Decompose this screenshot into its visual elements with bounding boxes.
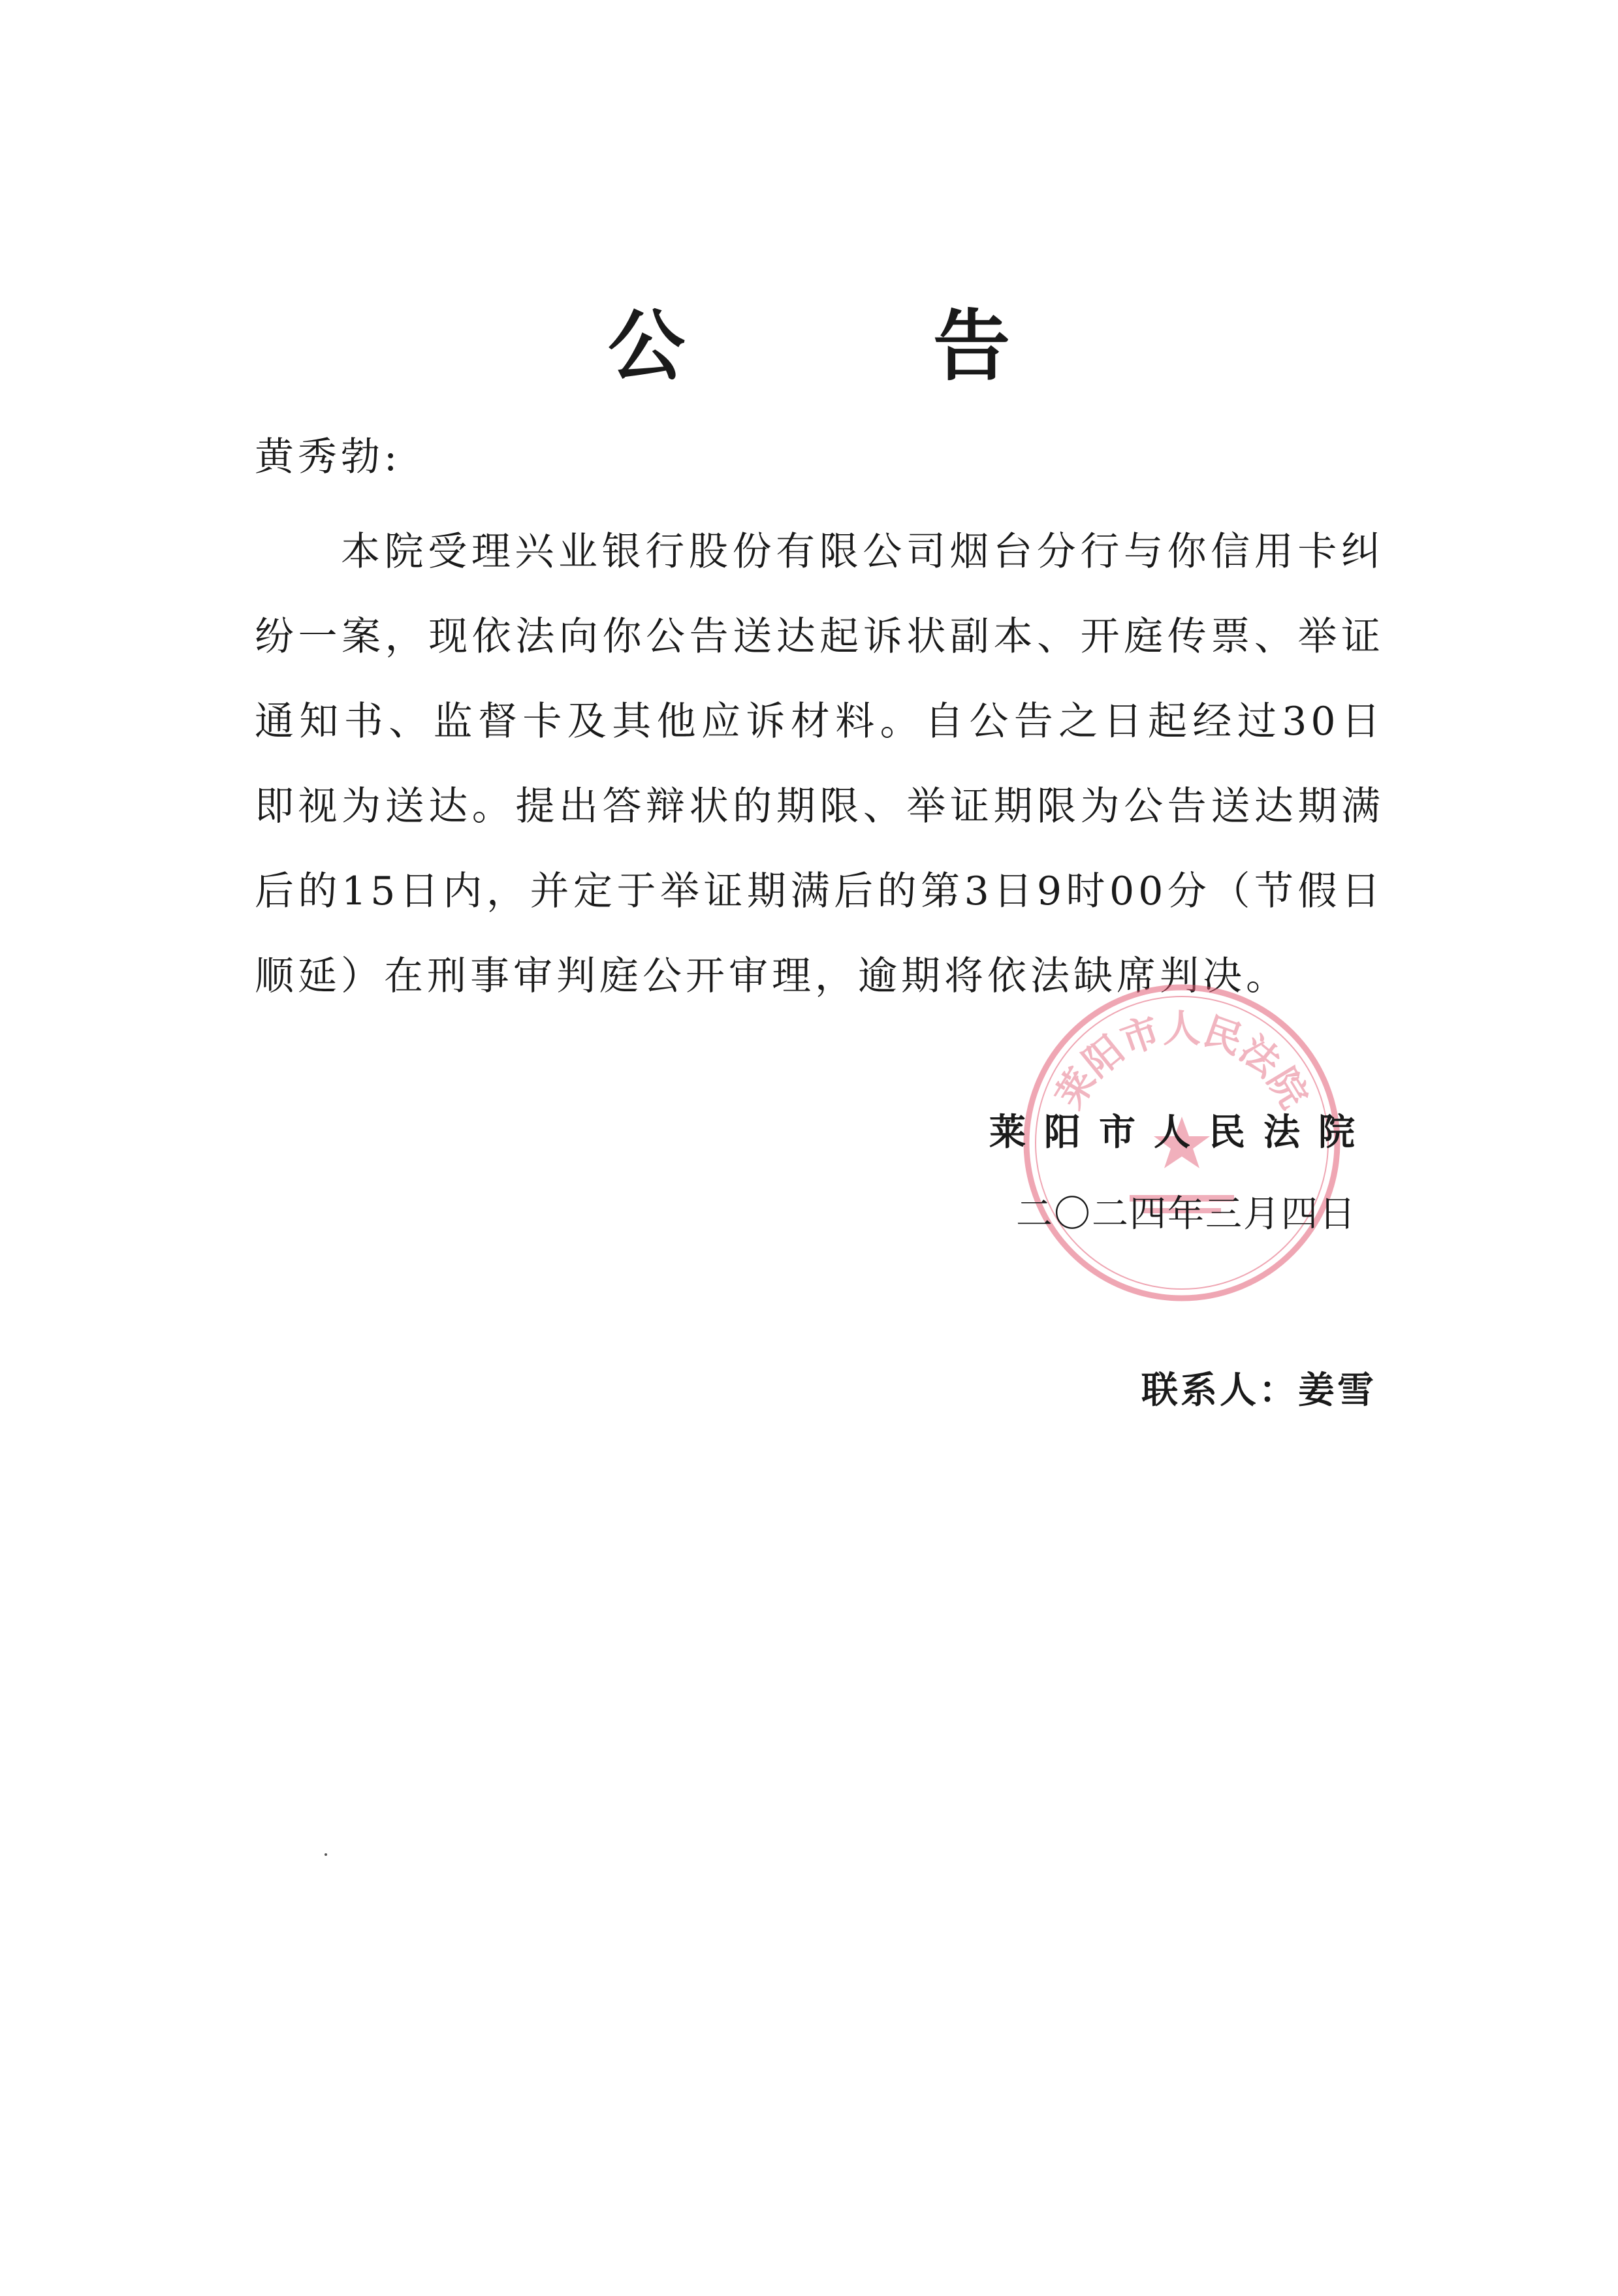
- title-char-right: 告: [933, 301, 1011, 391]
- notice-body: 本院受理兴业银行股份有限公司烟台分行与你信用卡纠纷一案，现依法向你公告送达起诉状副本、开庭传票、举证通知书、监督卡及其他应诉材料。自公告之日起经过30日即视为送达。提出答辩状的期限、举证期限为公告送达期满后的15日内，并定于举证期满后的第3日9时00分（节假日顺延）在刑事审判庭公开审理，逾期将依法缺席判决。: [255, 529, 1384, 999]
- addressee: 黄秀勃:: [255, 434, 402, 480]
- seal-text: 莱阳市人民法院: [1047, 1006, 1317, 1116]
- court-name: 莱阳市人民法院: [989, 1111, 1373, 1154]
- title-char-left: 公: [607, 301, 685, 391]
- notice-date: 二〇二四年三月四日: [1016, 1193, 1357, 1236]
- page-title: [0, 297, 1618, 395]
- scan-speck: [325, 1853, 327, 1856]
- contact-person: 联系人：姜雪: [1141, 1369, 1376, 1412]
